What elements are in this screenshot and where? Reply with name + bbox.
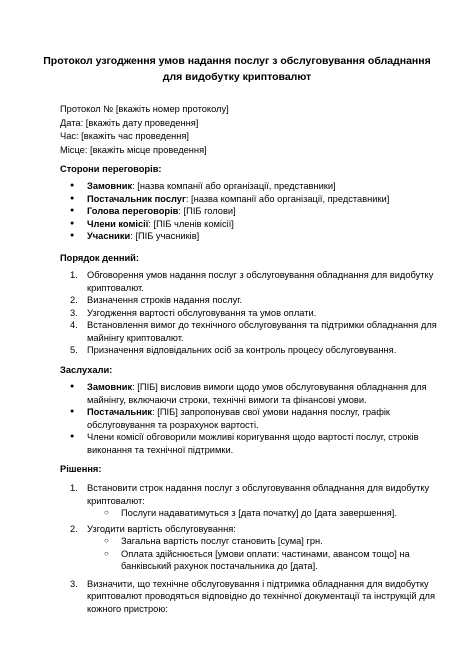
list-item [70,406,427,431]
sub-item-text-cont: банківський рахунок постачальника до [дата]. [121,561,318,571]
item-number: 3. [70,578,78,589]
item-text-cont: криптовалют проводяться відповідно до технічної документації та інструкцій для [87,591,435,601]
heard-heading: Заслухали: [60,365,113,375]
list-item [70,269,437,294]
parties-list [70,180,389,243]
protocol-place: Місце: [вкажіть місце проведення] [60,144,207,155]
decisions-heading: Рішення: [60,464,102,474]
speaker-text-cont: виконання та технічної підтримки. [87,444,234,455]
list-item [70,205,389,218]
item-text-cont: кожного пристрою: [87,603,168,614]
party-label: Постачальник послуг [87,193,186,204]
list-item [70,381,427,406]
item-text: Обговорення умов надання послуг з обслуговування обладнання для видобутку [87,270,434,280]
item-text: Встановлення вимог до технічного обслуговування та підтримки обладнання для [87,320,437,330]
speaker-label: Постачальник [87,407,153,417]
party-label: Голова переговорів [87,206,179,216]
list-item [70,431,427,456]
parties-heading: Сторони переговорів: [60,164,162,174]
party-text: : [ПІБ голови] [178,206,236,216]
speaker-text-cont: обслуговування та розрахунок вартості. [87,419,259,430]
list-item [70,307,437,320]
sub-item [104,548,435,573]
agenda-list [70,269,437,357]
item-text: Узгодження вартості обслуговування та умов оплати. [87,307,317,318]
item-text: Встановити строк надання послуг з обслуговування обладнання для видобутку [87,483,430,493]
party-text: : [назва компанії або організації, представники] [132,181,336,191]
party-text: : [ПІБ учасників] [130,231,200,241]
list-item [70,344,437,357]
item-text-cont: криптовалют: [87,495,145,506]
list-item [70,482,435,520]
item-number: 4. [70,320,78,330]
sub-item: ○ Загальна вартість послуг становить [сума] грн. [104,535,435,548]
speaker-text: ● Члени комісії обговорили можливі коригування щодо вартості послуг, строків [87,432,419,442]
list-item [70,218,389,231]
party-label: Замовник [87,181,133,191]
item-text-cont: криптовалют. [87,282,144,293]
item-number: 2. [70,295,78,305]
protocol-time: Час: [вкажіть час проведення] [60,131,190,141]
item-text: Призначення відповідальних осіб за контроль процесу обслуговування. [87,345,397,355]
item-text: Визначення строків надання послуг. [87,295,243,305]
item-text-cont: майнінгу криптовалют. [87,332,184,343]
list-item [70,294,437,307]
title-line-1: Протокол узгодження умов надання послуг з обслуговування обладнання [43,55,431,67]
list-item [70,578,435,616]
list-item [70,230,389,243]
speaker-text-cont: майнінгу, включаючи строки, технічні вимоги та фінансові умови. [87,394,367,405]
party-label: Члени комісії [87,218,149,229]
heard-list [70,381,427,456]
document-title [40,53,434,85]
protocol-date: Дата: [вкажіть дату проведення] [60,117,199,128]
protocol-number: Протокол № [вкажіть номер протоколу] [60,104,229,114]
party-text: : [ПІБ членів комісії] [148,218,234,229]
item-number: 3. [70,307,78,318]
item-number: 5. [70,345,78,355]
list-item [70,319,437,344]
decisions-list [70,482,435,615]
item-number: 1. [70,270,78,280]
party-label: Учасники [87,231,131,241]
item-text: Узгодити вартість обслуговування: [87,523,236,534]
item-text: Визначити, що технічне обслуговування і підтримка обладнання для видобутку [87,578,429,589]
list-item [70,180,389,193]
speaker-text: : [ПІБ] висловив вимоги щодо умов обслуговування обладнання для [132,382,427,392]
sub-item: ○ Послуги надаватимуться з [дата початку] до [дата завершення]. [104,507,435,520]
list-item [70,523,435,573]
sub-item-text: ○ Оплата здійснюється [умови оплати: частинами, авансом тощо] на [121,548,410,559]
agenda-heading: Порядок денний: [60,253,139,263]
list-item [70,193,389,206]
title-line-2: для видобутку криптовалют [162,71,312,83]
speaker-label: Замовник [87,382,133,392]
item-number: 1. [70,483,78,493]
speaker-text: : [ПІБ] запропонував свої умови надання послуг, графік [152,407,390,417]
protocol-meta [60,103,229,157]
item-number: 2. [70,523,78,534]
party-text: : [назва компанії або організації, представники] [185,193,390,204]
